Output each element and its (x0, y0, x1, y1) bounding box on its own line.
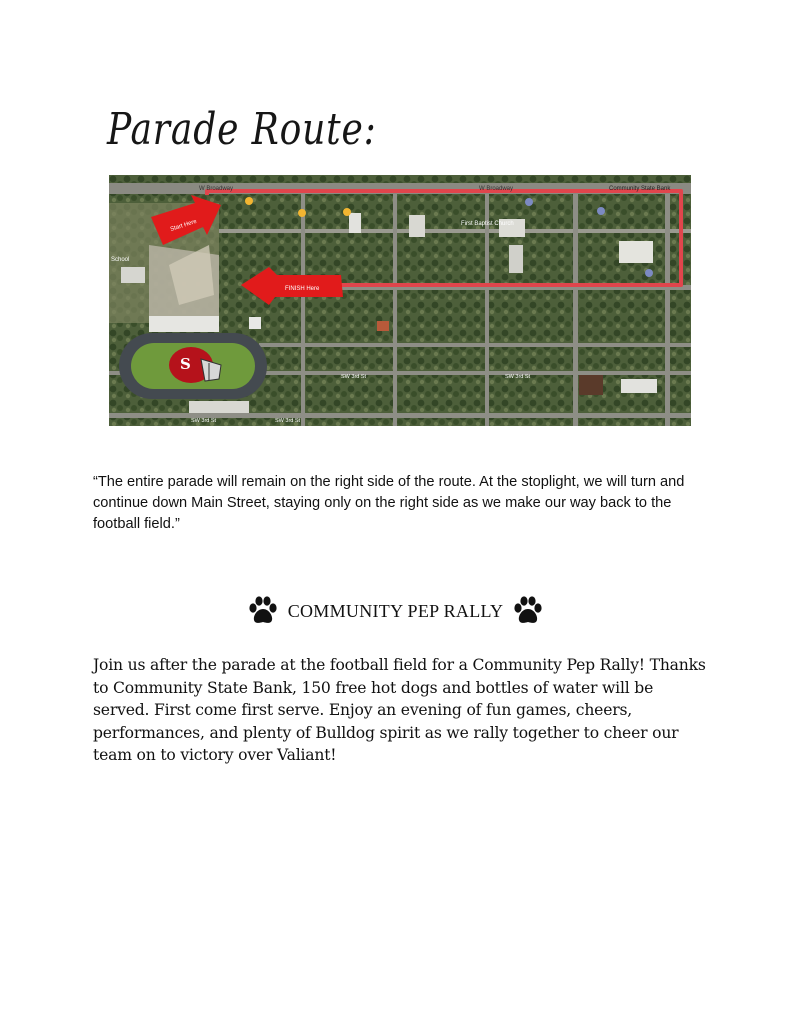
label-church: First Baptist Church (461, 221, 514, 227)
label-finish-here: FINISH Here (285, 286, 320, 292)
label-street-bottom-3: SW 3rd St (341, 374, 367, 380)
label-street-bottom-2: SW 3rd St (275, 418, 301, 424)
rally-description: Join us after the parade at the football field for a Community Pep Rally! Thanks to Community State Bank, 150 free hot dogs and bottles of water will be served. First come first serve. Enjoy an evening of fun games, cheers, performances, and plenty of Bulldog spirit as we rally together to cheer our team on to victory over Valiant! (93, 656, 706, 765)
label-street-bottom-4: SW 3rd St (505, 374, 531, 380)
rally-heading-text: COMMUNITY PEP RALLY (287, 600, 504, 621)
page-title: Parade Route: (107, 104, 377, 155)
label-street-bottom-1: SW 3rd St (191, 418, 217, 424)
label-street-top-left: W Broadway (199, 186, 234, 192)
route-description-quote: “The entire parade will remain on the right side of the route. At the stoplight, we will turn and continue down Main Street, staying only on the right side as we make our way back to the football field.” (93, 474, 685, 532)
rally-heading (0, 596, 791, 626)
label-helmet-letter: S (180, 355, 191, 373)
parade-route-map (109, 175, 691, 426)
map-image (109, 175, 691, 426)
label-start-here: Start Here (169, 218, 198, 233)
paw-print-icon (512, 596, 544, 626)
label-school: School (111, 257, 130, 263)
paw-print-icon (247, 596, 279, 626)
label-business-right: Community State Bank (609, 186, 671, 192)
label-street-top-right: W Broadway (479, 186, 514, 192)
